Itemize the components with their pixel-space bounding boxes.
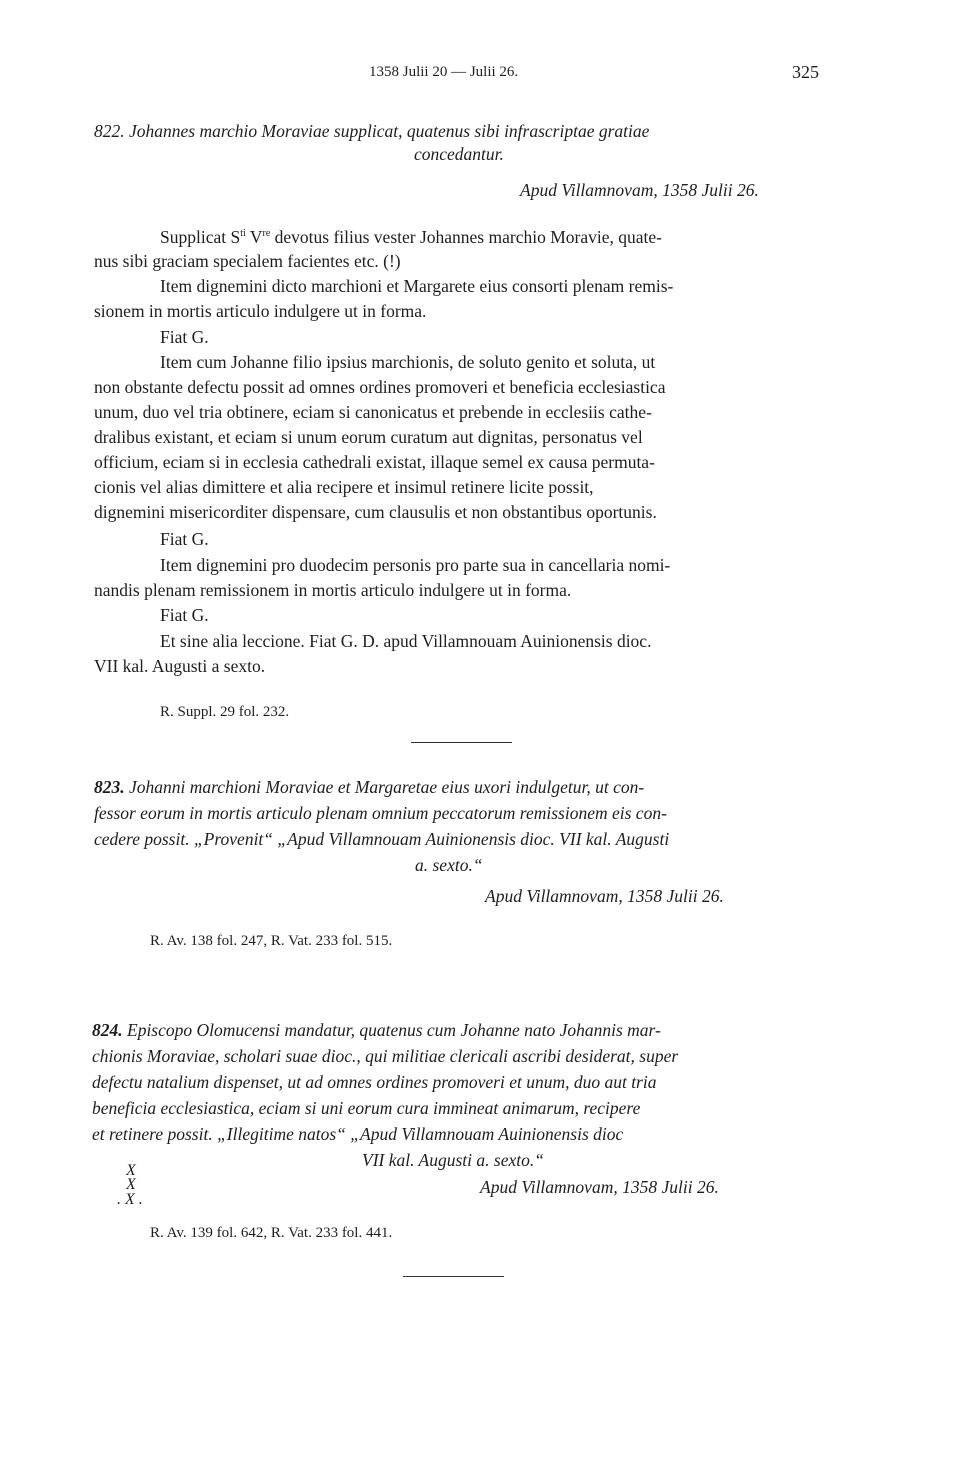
- entry-823-source: R. Av. 138 fol. 247, R. Vat. 233 fol. 515.: [150, 933, 393, 949]
- entry-822-fiat-3: Fiat G.: [160, 605, 209, 625]
- running-title: 1358 Julii 20 — Julii 26.: [369, 64, 519, 80]
- entry-823-dateline: Apud Villamnovam, 1358 Julii 26.: [485, 886, 724, 906]
- margin-mark: . X .: [117, 1191, 143, 1208]
- entry-822-line-p1-2: nus sibi graciam specialem facientes etc. (!): [94, 251, 401, 271]
- text-run: devotus filius vester Johannes marchio Moravie, quate-: [270, 227, 662, 247]
- entry-822-source: R. Suppl. 29 fol. 232.: [160, 704, 290, 720]
- entry-822-line-p3-6: cionis vel alias dimittere et alia recipere et insimul retinere licite possit,: [94, 477, 594, 497]
- superscript: re: [262, 228, 271, 240]
- entry-822-fiat-2: Fiat G.: [160, 529, 209, 549]
- entry-823-line-4: a. sexto.“: [415, 855, 483, 875]
- entry-822-line-p3-3: unum, duo vel tria obtinere, eciam si canonicatus et prebende in ecclesiis cathe-: [94, 402, 652, 422]
- entry-822-line-p4-1: Item dignemini pro duodecim personis pro parte sua in cancellaria nomi-: [160, 555, 671, 575]
- entry-824-line-6: VII kal. Augusti a. sexto.“: [362, 1150, 544, 1170]
- entry-822-line-p4-2: nandis plenam remissionem in mortis articulo indulgere ut in forma.: [94, 580, 572, 600]
- separator-rule: [411, 742, 512, 743]
- entry-822-fiat-1: Fiat G.: [160, 327, 209, 347]
- text-run: V: [245, 227, 263, 247]
- entry-822-line-p5-1: Et sine alia leccione. Fiat G. D. apud Villamnouam Auinionensis dioc.: [160, 631, 652, 651]
- entry-823-line-1: [94, 777, 644, 798]
- entry-822-summary-line-1: [94, 121, 649, 142]
- summary-text: Johanni marchioni Moraviae et Margaretae eius uxori indulgetur, ut con-: [129, 777, 645, 797]
- separator-rule: [403, 1276, 504, 1277]
- entry-822-line-p2-1: Item dignemini dicto marchioni et Margarete eius consorti plenam remis-: [160, 276, 674, 296]
- entry-824-line-4: beneficia ecclesiastica, eciam si uni eorum cura immineat animarum, recipere: [92, 1098, 641, 1118]
- entry-824-source: R. Av. 139 fol. 642, R. Vat. 233 fol. 441.: [150, 1225, 393, 1241]
- entry-822-line-p3-2: non obstante defectu possit ad omnes ordines promoveri et beneficia ecclesiastica: [94, 377, 666, 397]
- entry-822-summary-line-2: concedantur.: [414, 144, 504, 164]
- entry-822-dateline: Apud Villamnovam, 1358 Julii 26.: [520, 180, 759, 200]
- entry-824-line-5: et retinere possit. „Illegitime natos“ „Apud Villamnouam Auinionensis dioc: [92, 1124, 624, 1144]
- summary-text: Johannes marchio Moraviae supplicat, quatenus sibi infrascriptae gratiae: [129, 121, 650, 141]
- entry-822-line-p5-2: VII kal. Augusti a sexto.: [94, 656, 266, 676]
- entry-822-line-p3-5: officium, eciam si in ecclesia cathedrali existat, illaque semel ex causa permuta-: [94, 452, 655, 472]
- entry-824-line-3: defectu natalium dispenset, ut ad omnes ordines promoveri et unum, duo aut tria: [92, 1072, 657, 1092]
- entry-822-line-p1-1: [160, 227, 662, 248]
- entry-824-line-2: chionis Moraviae, scholari suae dioc., qui militiae clericali ascribi desiderat, super: [92, 1046, 679, 1066]
- entry-823-line-2: fessor eorum in mortis articulo plenam omnium peccatorum remissionem eis con-: [94, 803, 667, 823]
- entry-824-dateline: Apud Villamnovam, 1358 Julii 26.: [480, 1177, 719, 1197]
- entry-822-line-p2-2: sionem in mortis articulo indulgere ut in forma.: [94, 301, 427, 321]
- superscript: ti: [240, 228, 246, 240]
- entry-823-line-3: cedere possit. „Provenit“ „Apud Villamnouam Auinionensis dioc. VII kal. Augusti: [94, 829, 670, 849]
- entry-822-line-p3-1: Item cum Johanne filio ipsius marchionis, de soluto genito et soluta, ut: [160, 352, 656, 372]
- margin-mark: X: [126, 1162, 136, 1179]
- entry-824-line-1: [92, 1020, 661, 1041]
- entry-number: 824.: [92, 1020, 123, 1040]
- entry-822-line-p3-7: dignemini misericorditer dispensare, cum clausulis et non obstantibus oportunis.: [94, 502, 657, 522]
- entry-number: 822.: [94, 121, 125, 141]
- entry-number: 823.: [94, 777, 125, 797]
- page-number: 325: [792, 62, 819, 82]
- entry-822-line-p3-4: dralibus existant, et eciam si unum eorum curatum aut dignitas, personatus vel: [94, 427, 643, 447]
- text-run: Supplicat S: [160, 227, 241, 247]
- margin-mark: X: [126, 1176, 136, 1193]
- summary-text: Episcopo Olomucensi mandatur, quatenus cum Johanne nato Johannis mar-: [127, 1020, 661, 1040]
